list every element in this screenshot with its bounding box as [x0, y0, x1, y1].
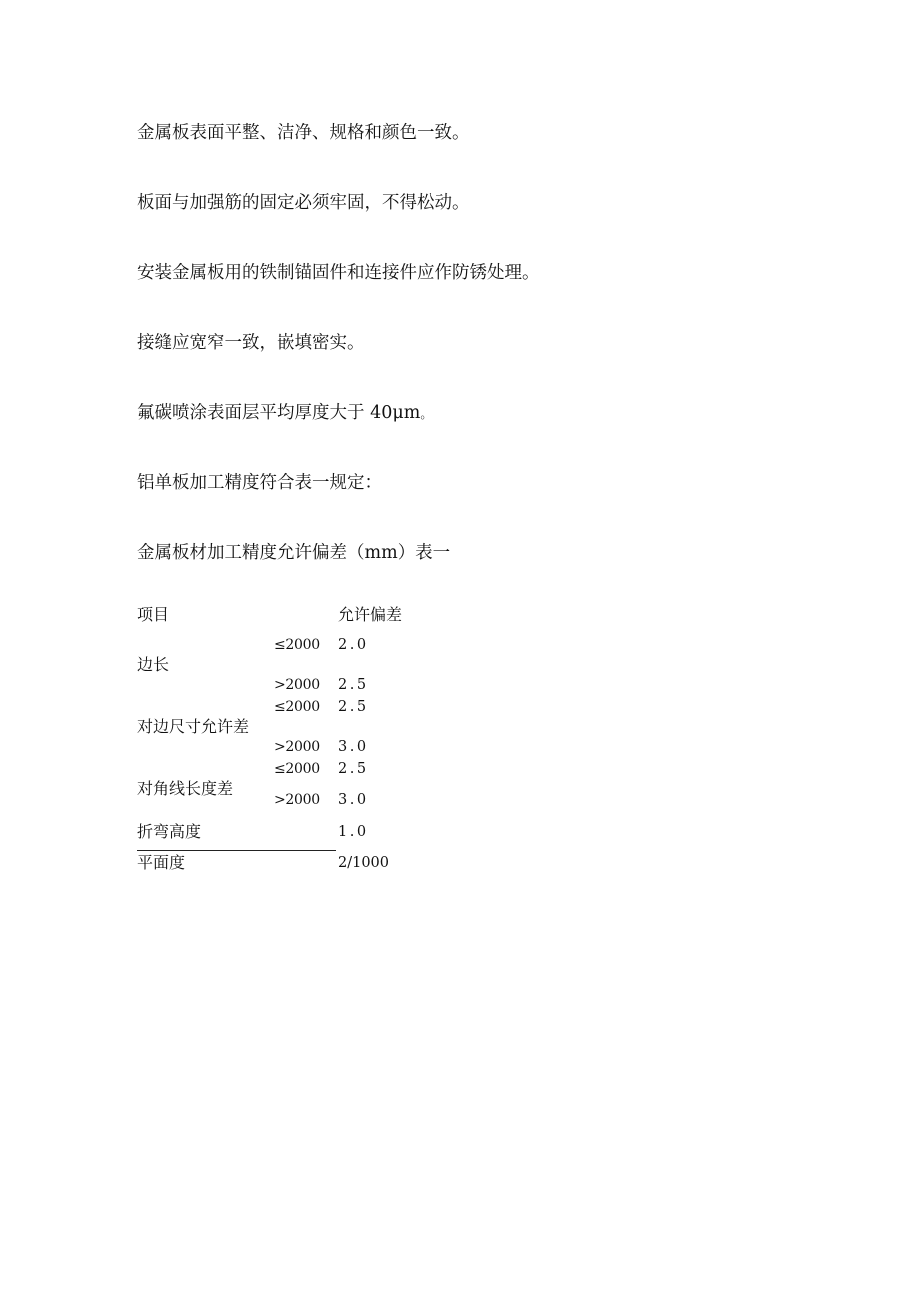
paragraph-joints: 接缝应宽窄一致，嵌填密实。 [137, 333, 365, 353]
table-cell-condition: ≤2000 [274, 761, 320, 777]
table-cell-condition: ≤2000 [274, 699, 320, 715]
table-divider [137, 850, 336, 851]
table-cell-item: 对角线长度差 [137, 779, 234, 798]
table-cell-condition: >2000 [274, 677, 320, 693]
table-cell-item: 平面度 [137, 853, 186, 872]
paragraph-coating [137, 402, 432, 425]
table-cell-value: 2.5 [338, 761, 369, 777]
paragraph-fixing: 板面与加强筋的固定必须牢固，不得松动。 [137, 193, 470, 213]
coating-end: 。 [420, 407, 433, 421]
table-cell-value: 3.0 [338, 739, 369, 755]
paragraph-surface: 金属板表面平整、洁净、规格和颜色一致。 [137, 123, 470, 143]
table-cell-item: 折弯高度 [137, 822, 202, 841]
table-cell-condition: >2000 [274, 792, 320, 808]
table-cell-value: 2.5 [338, 677, 369, 693]
paragraph-anchors: 安装金属板用的铁制锚固件和连接件应作防锈处理。 [137, 263, 540, 283]
paragraph-precision: 铝单板加工精度符合表一规定： [137, 473, 382, 493]
table-cell-item: 对边尺寸允许差 [137, 717, 250, 736]
table-cell-value: 1.0 [338, 824, 369, 840]
table-cell-value: 2/1000 [338, 855, 390, 871]
table-header-tolerance: 允许偏差 [338, 605, 403, 624]
table-cell-value: 3.0 [338, 792, 369, 808]
table-cell-condition: ≤2000 [274, 637, 320, 653]
table-cell-item: 边长 [137, 655, 170, 674]
table-cell-value: 2.5 [338, 699, 369, 715]
table-header-item: 项目 [137, 605, 170, 624]
table-cell-condition: >2000 [274, 739, 320, 755]
table-caption: 金属板材加工精度允许偏差（mm）表一 [137, 543, 451, 563]
table-cell-value: 2.0 [338, 637, 369, 653]
coating-text: 氟碳喷涂表面层平均厚度大于 [137, 403, 365, 423]
coating-thickness: 40μm [370, 403, 421, 423]
